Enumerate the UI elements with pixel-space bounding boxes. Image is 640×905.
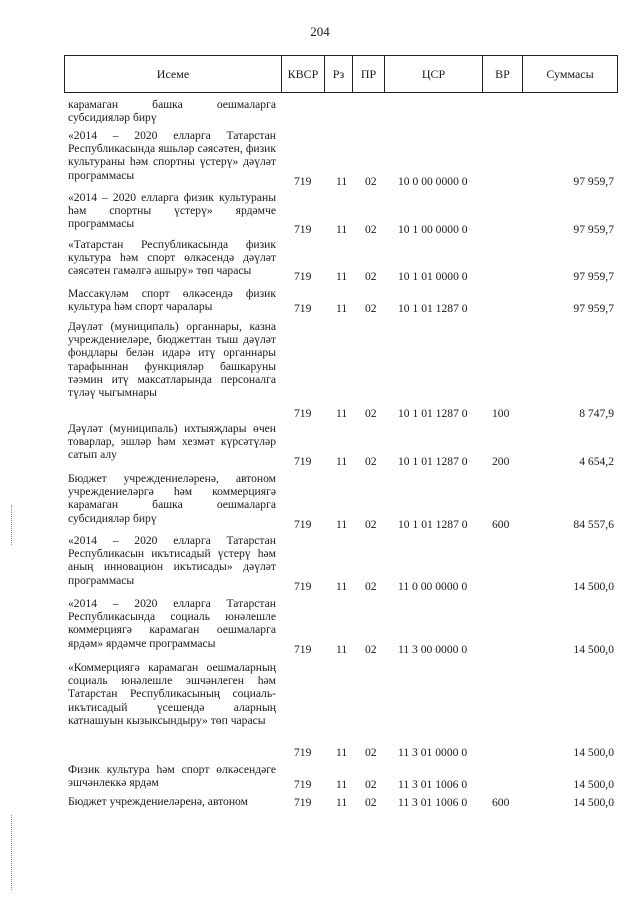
row-name: Бюджет учреждениеләренә, автоном учреждениеләргә һәм коммерциягә карамаган башка оешмаларга субсидияләр бирү — [68, 472, 276, 525]
row-name: Бюджет учреждениеләренә, автоном — [68, 795, 248, 808]
row-name: Физик культура һәм спорт өлкәсендәге эшчәнлеккә ярдәм — [68, 763, 276, 790]
row-rz: 11 — [336, 222, 348, 236]
row-sum: 14 500,0 — [573, 777, 614, 791]
row-pr: 02 — [365, 745, 377, 759]
row-name: Дәүләт (муниципаль) ихтыяҗлары өчен товарлар, эшләр һәм хезмәт күрсәтүләр сатып алу — [68, 422, 276, 462]
row-rz: 11 — [336, 301, 348, 315]
table-row — [0, 472, 640, 531]
row-kvsr: 719 — [294, 301, 312, 315]
row-pr: 02 — [365, 579, 377, 593]
row-sum: 97 959,7 — [573, 174, 614, 188]
row-csr: 10 1 01 1287 0 — [398, 517, 468, 531]
table-row — [0, 795, 640, 809]
table-row — [0, 763, 640, 791]
row-sum: 84 557,6 — [573, 517, 614, 531]
row-name: «Татарстан Республикасында физик культура һәм спорт өлкәсендә дәүләт сәясәтен гамәлгә ашыру» төп чарасы — [68, 238, 276, 278]
row-name: «Коммерциягә карамаган оешмаларның социаль юнәлешле эшчәнлеген һәм Татарстан Республикасының социаль-икътисадый үсешендә аларның катнашуын кызыксындыру» төп чарасы — [68, 661, 276, 727]
row-name: «2014 – 2020 елларга Татарстан Республикасында яшьләр сәясәтен, физик культураны һәм спортны үстерү» дәүләт программасы — [68, 129, 276, 182]
row-rz: 11 — [336, 174, 348, 188]
row-kvsr: 719 — [294, 579, 312, 593]
row-csr: 11 0 00 0000 0 — [398, 579, 468, 593]
row-rz: 11 — [336, 795, 348, 809]
table-row — [0, 129, 640, 188]
row-name: Массакүләм спорт өлкәсендә физик культура һәм спорт чаралары — [68, 287, 276, 314]
row-rz: 11 — [336, 406, 348, 420]
row-sum: 97 959,7 — [573, 269, 614, 283]
row-kvsr: 719 — [294, 777, 312, 791]
row-csr: 10 1 01 0000 0 — [398, 269, 468, 283]
row-pr: 02 — [365, 642, 377, 656]
row-name: Дәүләт (муниципаль) органнары, казна учреждениеләре, бюджеттан тыш дәүләт фондлары белән идарә итү органнары тарафыннан функцияләр башкаруны тәэмин итү максатларында персоналга түләү чыгымнары — [68, 320, 276, 400]
header-pr: ПР — [353, 56, 385, 92]
row-vr: 100 — [492, 406, 510, 420]
row-vr: 600 — [492, 795, 510, 809]
row-vr: 200 — [492, 454, 510, 468]
row-pr: 02 — [365, 777, 377, 791]
row-rz: 11 — [336, 579, 348, 593]
table-row — [0, 191, 640, 236]
row-csr: 10 0 00 0000 0 — [398, 174, 468, 188]
row-name: карамаган башка оешмаларга субсидияләр бирү — [68, 98, 276, 125]
row-csr: 11 3 01 1006 0 — [398, 795, 468, 809]
row-pr: 02 — [365, 795, 377, 809]
table-row — [0, 238, 640, 283]
table-row — [0, 320, 640, 420]
row-kvsr: 719 — [294, 517, 312, 531]
header-rz: Рз — [325, 56, 353, 92]
margin-scan-mark — [11, 815, 12, 890]
header-name: Исеме — [65, 56, 282, 92]
row-pr: 02 — [365, 517, 377, 531]
row-name: «2014 – 2020 елларга Татарстан Республикасында социаль юнәлешле коммерциягә карамаган оешмаларга ярдәм» ярдәмче программасы — [68, 597, 276, 650]
margin-scan-mark — [11, 505, 12, 545]
row-kvsr: 719 — [294, 174, 312, 188]
row-rz: 11 — [336, 745, 348, 759]
table-row — [0, 287, 640, 317]
row-sum: 97 959,7 — [573, 301, 614, 315]
page-number: 204 — [310, 24, 330, 39]
row-sum: 14 500,0 — [573, 795, 614, 809]
row-pr: 02 — [365, 406, 377, 420]
row-pr: 02 — [365, 301, 377, 315]
row-pr: 02 — [365, 174, 377, 188]
row-sum: 14 500,0 — [573, 642, 614, 656]
row-name: «2014 – 2020 елларга Татарстан Республикасын икътисадый үстерү һәм аның инновацион икътисады» дәүләт программасы — [68, 534, 276, 587]
row-sum: 8 747,9 — [579, 406, 614, 420]
row-kvsr: 719 — [294, 406, 312, 420]
row-kvsr: 719 — [294, 454, 312, 468]
row-rz: 11 — [336, 642, 348, 656]
header-kvsr: КВСР — [282, 56, 325, 92]
header-csr: ЦСР — [385, 56, 483, 92]
row-sum: 4 654,2 — [579, 454, 614, 468]
row-kvsr: 719 — [294, 795, 312, 809]
row-kvsr: 719 — [294, 269, 312, 283]
row-rz: 11 — [336, 517, 348, 531]
row-sum: 14 500,0 — [573, 579, 614, 593]
row-csr: 10 1 01 1287 0 — [398, 406, 468, 420]
row-csr: 10 1 01 1287 0 — [398, 454, 468, 468]
table-row — [0, 534, 640, 593]
row-pr: 02 — [365, 222, 377, 236]
row-kvsr: 719 — [294, 642, 312, 656]
row-sum: 14 500,0 — [573, 745, 614, 759]
row-csr: 10 1 01 1287 0 — [398, 301, 468, 315]
header-vr: ВР — [483, 56, 523, 92]
row-kvsr: 719 — [294, 745, 312, 759]
row-sum: 97 959,7 — [573, 222, 614, 236]
table-row — [0, 98, 640, 126]
row-vr: 600 — [492, 517, 510, 531]
row-csr: 11 3 01 0000 0 — [398, 745, 468, 759]
row-kvsr: 719 — [294, 222, 312, 236]
table-row — [0, 422, 640, 468]
row-rz: 11 — [336, 269, 348, 283]
row-pr: 02 — [365, 269, 377, 283]
row-rz: 11 — [336, 454, 348, 468]
table-header — [64, 55, 618, 93]
row-name: «2014 – 2020 елларга физик культураны һәм спортны үстерү» ярдәмче программасы — [68, 191, 276, 231]
row-csr: 11 3 01 1006 0 — [398, 777, 468, 791]
row-pr: 02 — [365, 454, 377, 468]
header-sum: Суммасы — [546, 67, 594, 81]
table-row — [0, 661, 640, 759]
table-row — [0, 597, 640, 656]
row-rz: 11 — [336, 777, 348, 791]
row-csr: 11 3 00 0000 0 — [398, 642, 468, 656]
row-csr: 10 1 00 0000 0 — [398, 222, 468, 236]
